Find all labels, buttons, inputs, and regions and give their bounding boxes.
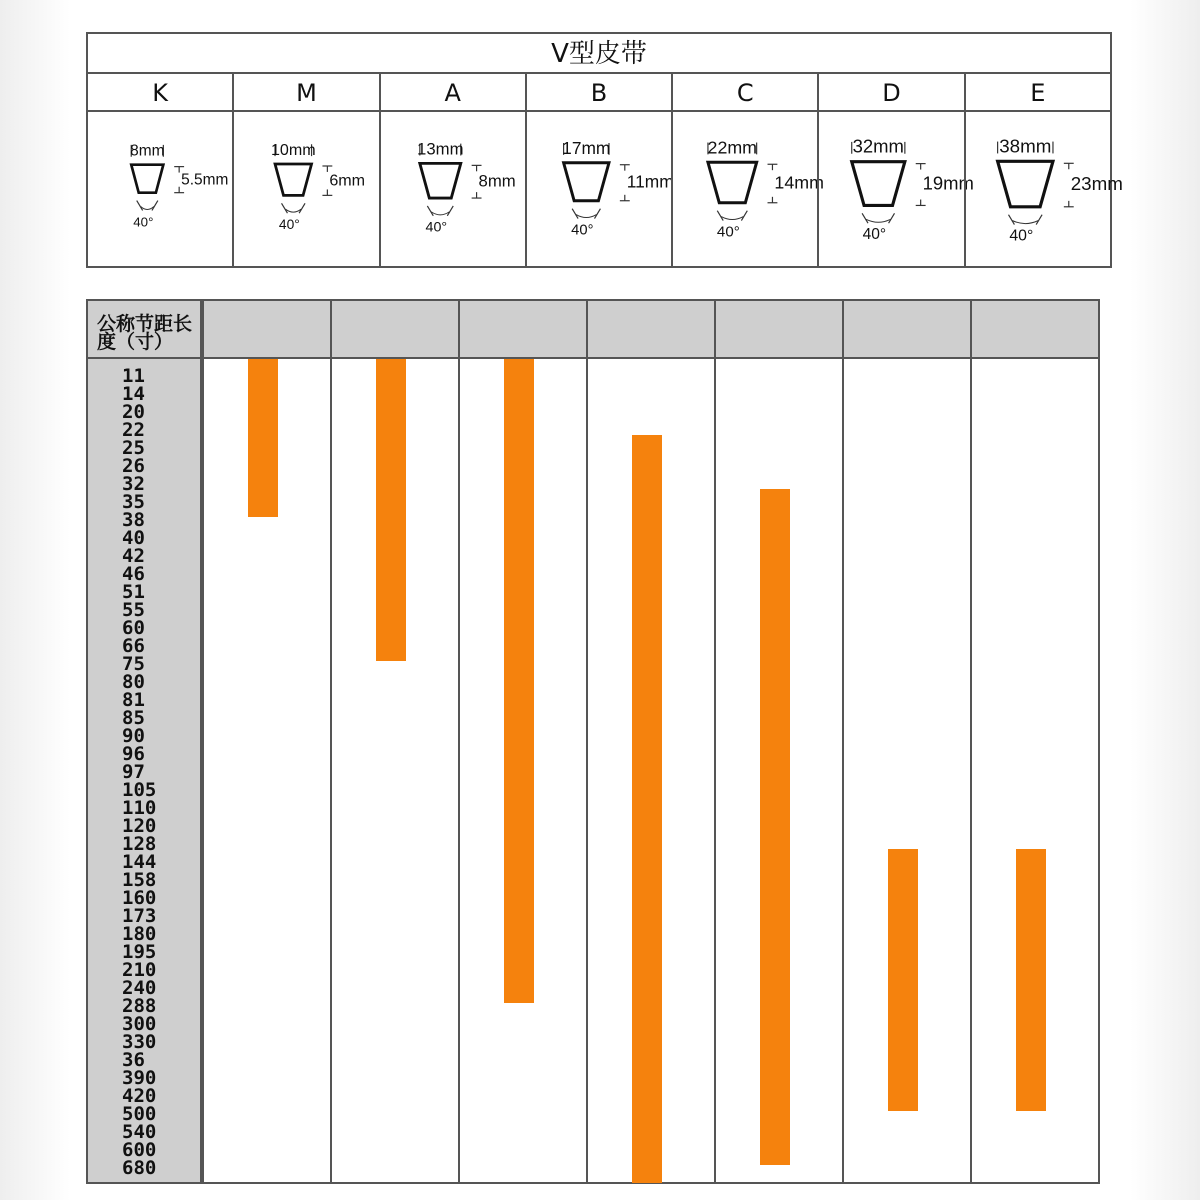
length-tick-label: 60 [122,617,145,639]
belt-angle-label: 40° [425,219,447,236]
length-tick-label: 97 [122,761,145,783]
length-tick-label: 680 [122,1157,157,1179]
spec-columns [88,74,1123,266]
length-tick-label: 66 [122,635,145,657]
band-header-m [330,301,458,359]
band-column-d [842,359,970,1182]
band-column-m [330,359,458,1182]
length-tick-label: 288 [122,995,157,1017]
angle-arc [721,217,743,220]
angle-line [447,206,453,216]
belt-height-label: 14mm [774,172,825,193]
belt-type-name: D [819,74,963,112]
belt-angle-label: 40° [279,216,301,232]
belt-type-name: M [234,74,378,112]
length-range-bar-a [504,359,534,1003]
length-tick-label: 42 [122,545,145,567]
length-tick-label: 22 [122,419,145,441]
length-tick-label: 20 [122,401,145,423]
belt-width-label: 8mm [130,142,165,160]
length-tick-label: 38 [122,509,145,531]
length-tick-label: 32 [122,473,145,495]
length-tick-label: 51 [122,581,145,603]
angle-line [1008,215,1014,225]
belt-angle-label: 40° [571,222,594,239]
length-range-bar-m [376,359,406,661]
belt-angle-label: 40° [717,223,740,241]
belt-cross-section-diagram [381,114,525,264]
angle-arc [576,215,596,218]
belt-cross-section-diagram [234,114,378,264]
angle-arc [1012,221,1038,224]
belt-type-name: B [527,74,671,112]
spec-col-a [379,74,525,266]
angle-line [717,211,723,221]
angle-arc [141,207,154,210]
angle-line [427,206,433,216]
length-range-bar-d [888,849,918,1111]
length-tick-label: 11 [122,365,145,387]
length-tick-label: 390 [122,1067,157,1089]
length-tick-label: 120 [122,815,157,837]
belt-trapezoid-shape [997,161,1052,206]
length-tick-label: 180 [122,923,157,945]
angle-line [299,203,305,213]
angle-line [594,209,600,219]
belt-height-label: 8mm [478,171,516,191]
length-tick-label: 80 [122,671,145,693]
angle-line [572,209,578,219]
length-tick-label: 81 [122,689,145,711]
band-column-c [714,359,842,1182]
belt-width-label: 13mm [416,139,464,159]
length-tick-label: 40 [122,527,145,549]
band-area [202,301,1098,359]
length-tick-label: 35 [122,491,145,513]
angle-arc [866,219,891,222]
length-tick-label: 85 [122,707,145,729]
length-label-column [88,301,202,1182]
band-column-e [970,359,1098,1182]
belt-cross-section-diagram [819,114,975,264]
length-tick-label: 26 [122,455,145,477]
belt-height-label: 11mm [626,171,674,192]
length-tick-label: 500 [122,1103,157,1125]
length-tick-label: 36 [122,1049,145,1071]
belt-trapezoid-shape [275,164,312,195]
length-tick-label: 330 [122,1031,157,1053]
belt-height-label: 23mm [1070,172,1123,194]
belt-angle-label: 40° [862,226,887,244]
angle-line [742,211,748,221]
belt-angle-label: 40° [133,214,154,230]
belt-cross-section-diagram [88,114,232,264]
length-tick-label: 25 [122,437,145,459]
angle-arc [286,209,302,212]
angle-arc [431,212,449,215]
belt-cross-section-diagram [966,114,1123,264]
length-tick-label: 160 [122,887,157,909]
spec-col-c [671,74,825,266]
belt-height-label: 19mm [923,172,975,194]
length-tick-label: 158 [122,869,157,891]
length-tick-label: 420 [122,1085,157,1107]
belt-width-label: 22mm [707,137,758,158]
band-header-d [842,301,970,359]
belt-width-label: 17mm [562,137,611,158]
belt-trapezoid-shape [419,163,460,198]
length-range-bar-k [248,359,278,517]
spec-col-d [817,74,975,266]
length-tick-label: 96 [122,743,145,765]
belt-type-name: A [381,74,525,112]
length-tick-label: 105 [122,779,157,801]
length-tick-label: 210 [122,959,157,981]
length-tick-label: 14 [122,383,145,405]
belt-trapezoid-shape [131,165,163,193]
length-tick-label: 46 [122,563,145,585]
v-belt-spec-table [86,32,1123,268]
angle-line [862,213,868,223]
length-range-chart [86,299,1100,1184]
belt-cross-section-diagram [673,114,825,264]
spec-table-title: V型皮带 [88,34,1110,74]
length-tick-label: 75 [122,653,145,675]
y-axis-label: 公称节距长度（寸） [88,301,200,359]
belt-width-label: 38mm [998,135,1052,157]
belt-trapezoid-shape [708,162,757,202]
length-range-bar-e [1016,849,1046,1111]
length-tick-label: 195 [122,941,157,963]
belt-height-label: 5.5mm [181,171,229,189]
length-range-bar-b [632,435,662,1183]
length-tick-label: 300 [122,1013,157,1035]
band-header-e [970,301,1098,359]
spec-col-b [525,74,674,266]
belt-angle-label: 40° [1009,227,1033,245]
band-column-a [458,359,586,1182]
band-column-b [586,359,714,1182]
spec-col-k [88,74,232,266]
spec-col-m [232,74,378,266]
belt-trapezoid-shape [852,162,905,206]
belt-type-name: K [88,74,232,112]
angle-line [152,201,158,211]
belt-type-name: C [673,74,817,112]
belt-width-label: 10mm [271,141,316,160]
length-range-bar-c [760,489,790,1165]
length-tick-label: 600 [122,1139,157,1161]
length-tick-list [88,359,200,1182]
belt-width-label: 32mm [853,135,905,157]
band-header-c [714,301,842,359]
angle-line [282,203,288,213]
angle-line [137,201,143,211]
belt-type-name: E [966,74,1110,112]
length-tick-label: 128 [122,833,157,855]
length-tick-label: 110 [122,797,157,819]
angle-line [889,213,895,223]
length-tick-label: 540 [122,1121,157,1143]
length-tick-label: 144 [122,851,157,873]
band-header-a [458,301,586,359]
belt-height-label: 6mm [329,171,366,190]
belt-trapezoid-shape [563,163,608,201]
length-tick-label: 90 [122,725,145,747]
spec-col-e [964,74,1123,266]
band-header-k [202,301,330,359]
band-header-b [586,301,714,359]
length-tick-label: 240 [122,977,157,999]
belt-cross-section-diagram [527,114,674,264]
length-tick-label: 173 [122,905,157,927]
band-column-k [202,359,330,1182]
angle-line [1036,215,1042,225]
length-tick-label: 55 [122,599,145,621]
